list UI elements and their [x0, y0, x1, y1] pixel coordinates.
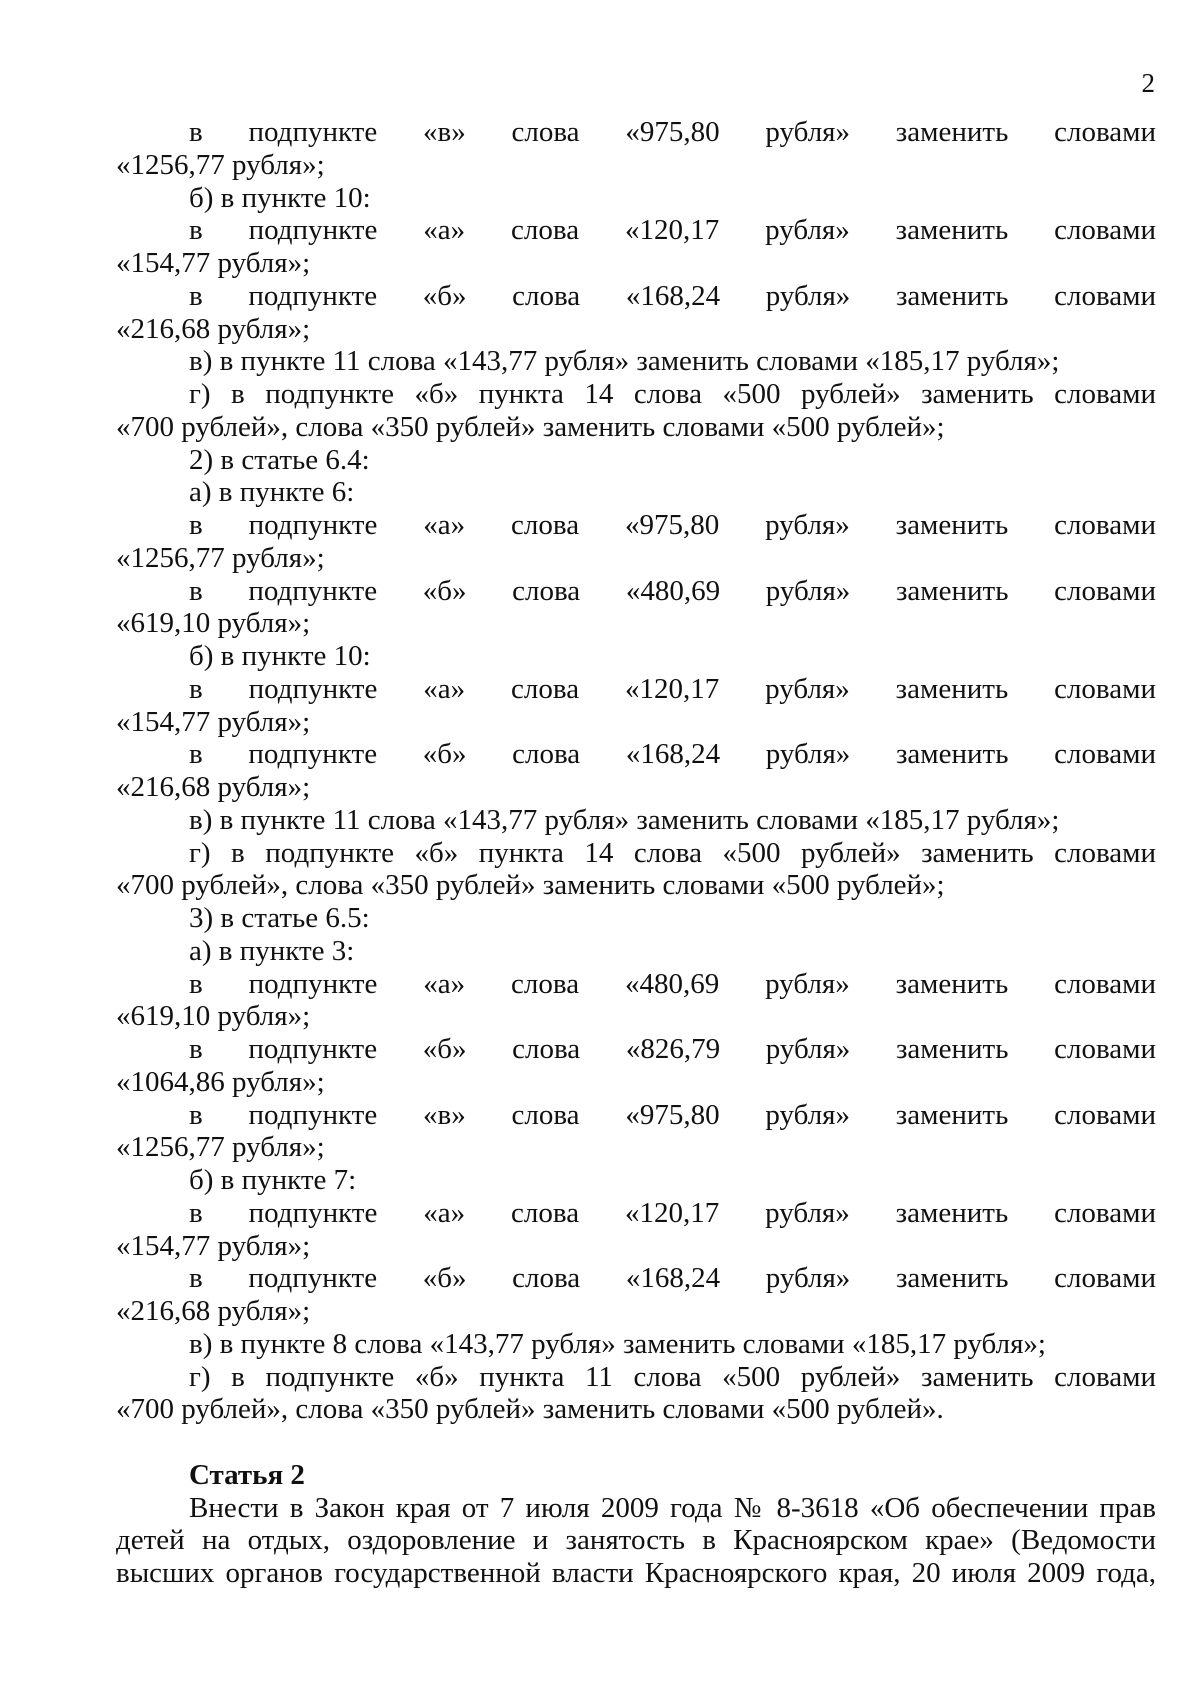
- text-line: 2) в статье 6.4:: [189, 443, 370, 476]
- text-line: «154,77 рубля»;: [116, 1229, 311, 1262]
- text-line: г) в подпункте «б» пункта 14 слова «500 рублей» заменить словами: [189, 836, 1156, 869]
- text-line: в подпункте «а» слова «120,17 рубля» заменить словами: [189, 672, 1156, 705]
- text-line: «619,10 рубля»;: [116, 607, 311, 640]
- text-line: «154,77 рубля»;: [116, 247, 311, 279]
- text-line: г) в подпункте «б» пункта 14 слова «500 рублей» заменить словами: [189, 378, 1156, 410]
- text-line: «1256,77 рубля»;: [116, 1131, 325, 1164]
- page-number: 2: [1141, 68, 1155, 98]
- text-line: «619,10 рубля»;: [116, 1000, 311, 1033]
- text-line: г) в подпункте «б» пункта 11 слова «500 рублей» заменить словами: [189, 1360, 1156, 1393]
- text-line: «1064,86 рубля»;: [116, 1065, 325, 1098]
- text-line: в подпункте «б» слова «480,69 рубля» заменить словами: [189, 574, 1156, 607]
- text-line: «1256,77 рубля»;: [116, 148, 325, 181]
- document-body: [116, 116, 1156, 1590]
- text-line: в) в пункте 11 слова «143,77 рубля» заменить словами «185,17 рубля»;: [189, 345, 1060, 378]
- text-line: «216,68 рубля»;: [116, 312, 311, 345]
- text-line: «154,77 рубля»;: [116, 705, 311, 738]
- text-line: Внести в Закон края от 7 июля 2009 года № 8-3618 «Об обеспечении прав: [189, 1491, 1156, 1524]
- text-line: в подпункте «а» слова «975,80 рубля» заменить словами: [189, 509, 1156, 541]
- text-line: а) в пункте 6:: [189, 476, 355, 509]
- text-line: в подпункте «б» слова «168,24 рубля» заменить словами: [189, 1262, 1156, 1295]
- text-line: б) в пункте 7:: [189, 1164, 357, 1196]
- paragraph-gap: [116, 1426, 1156, 1459]
- text-line: в подпункте «б» слова «168,24 рубля» заменить словами: [189, 279, 1156, 312]
- text-line: б) в пункте 10:: [189, 640, 371, 672]
- text-line: в) в пункте 11 слова «143,77 рубля» заменить словами «185,17 рубля»;: [189, 803, 1060, 836]
- text-line: в) в пункте 8 слова «143,77 рубля» заменить словами «185,17 рубля»;: [189, 1327, 1046, 1360]
- text-line: в подпункте «а» слова «480,69 рубля» заменить словами: [189, 967, 1156, 1000]
- text-line: «216,68 рубля»;: [116, 771, 311, 803]
- text-line: «216,68 рубля»;: [116, 1295, 311, 1327]
- text-line: детей на отдых, оздоровление и занятость в Красноярском крае» (Ведомости: [116, 1524, 1156, 1557]
- text-line: в подпункте «в» слова «975,80 рубля» заменить словами: [189, 1098, 1156, 1131]
- text-line: 3) в статье 6.5:: [189, 902, 370, 934]
- text-line: в подпункте «в» слова «975,80 рубля» заменить словами: [189, 116, 1156, 148]
- text-line: «700 рублей», слова «350 рублей» заменить словами «500 рублей»;: [116, 410, 945, 443]
- text-line: «1256,77 рубля»;: [116, 541, 325, 574]
- article-heading: Статья 2: [189, 1458, 305, 1491]
- text-line: а) в пункте 3:: [189, 934, 355, 967]
- text-line: «700 рублей», слова «350 рублей» заменить словами «500 рублей».: [116, 1393, 944, 1426]
- text-line: б) в пункте 10:: [189, 181, 371, 214]
- text-line: в подпункте «а» слова «120,17 рубля» заменить словами: [189, 1196, 1156, 1229]
- text-line: «700 рублей», слова «350 рублей» заменить словами «500 рублей»;: [116, 869, 945, 902]
- text-line: в подпункте «б» слова «826,79 рубля» заменить словами: [189, 1033, 1156, 1065]
- text-line: в подпункте «а» слова «120,17 рубля» заменить словами: [189, 214, 1156, 247]
- text-line: высших органов государственной власти Красноярского края, 20 июля 2009 года,: [116, 1557, 1156, 1589]
- text-line: в подпункте «б» слова «168,24 рубля» заменить словами: [189, 738, 1156, 771]
